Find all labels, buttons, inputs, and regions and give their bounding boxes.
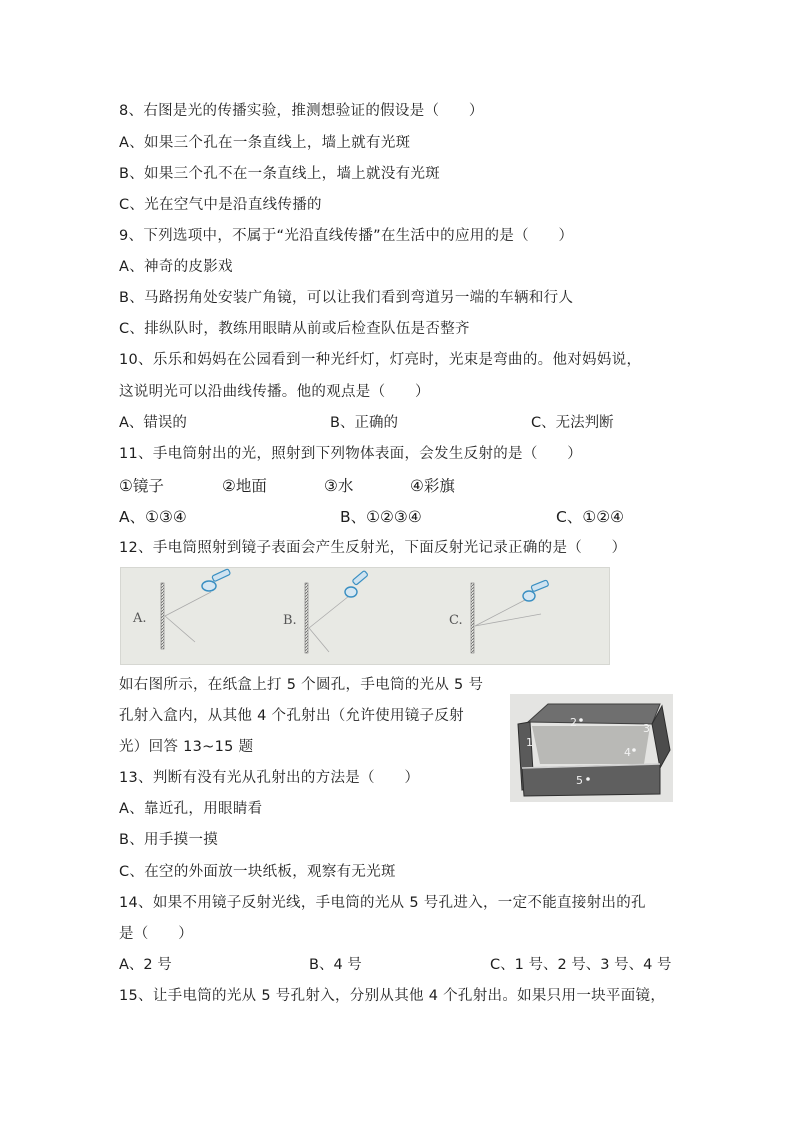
q9-option-a: A、神奇的皮影戏 bbox=[119, 259, 233, 275]
incident-ray-c bbox=[475, 600, 525, 626]
flashlight-a-icon bbox=[202, 569, 231, 591]
q11-option-a: A、①③④ bbox=[119, 508, 187, 526]
incident-ray-b bbox=[309, 596, 349, 628]
box-back-wall bbox=[528, 704, 660, 724]
q8-stem: 8、右图是光的传播实验，推测想验证的假设是（ ） bbox=[119, 103, 484, 119]
box-front-wall bbox=[522, 764, 660, 796]
incident-ray-a bbox=[165, 592, 211, 616]
paper-box-figure bbox=[510, 694, 673, 802]
q10-option-c: C、无法判断 bbox=[531, 415, 614, 431]
mirror-c bbox=[471, 583, 474, 653]
flashlight-c-icon bbox=[523, 580, 549, 601]
panel-b-label: B. bbox=[283, 613, 297, 628]
panel-c bbox=[449, 580, 549, 653]
box-floor bbox=[532, 726, 650, 764]
panel-c-label: C. bbox=[449, 613, 463, 628]
panel-b bbox=[283, 570, 368, 653]
reflected-ray-a bbox=[165, 616, 195, 642]
q14-option-c: C、1 号、2 号、3 号、4 号 bbox=[490, 957, 672, 973]
q13-stem: 13、判断有没有光从孔射出的方法是（ ） bbox=[119, 770, 420, 786]
q13-option-a: A、靠近孔，用眼睛看 bbox=[119, 801, 263, 817]
intro-line3: 光）回答 13~15 题 bbox=[119, 739, 254, 755]
q14-stem-line2: 是（ ） bbox=[119, 926, 193, 942]
intro-line1: 如右图所示，在纸盒上打 5 个圆孔，手电筒的光从 5 号 bbox=[119, 677, 484, 693]
hole-2 bbox=[579, 718, 583, 722]
q11-item-2: ②地面 bbox=[222, 477, 267, 495]
q14-option-b: B、4 号 bbox=[309, 957, 362, 973]
q11-item-1: ①镜子 bbox=[119, 477, 164, 495]
q15-stem: 15、让手电筒的光从 5 号孔射入，分别从其他 4 个孔射出。如果只用一块平面镜， bbox=[119, 988, 666, 1004]
reflected-ray-b bbox=[309, 628, 329, 652]
q8-option-b: B、如果三个孔不在一条直线上，墙上就没有光斑 bbox=[119, 166, 441, 182]
q10-option-b: B、正确的 bbox=[330, 415, 398, 431]
q12-figure bbox=[120, 567, 610, 665]
q10-stem-line2: 这说明光可以沿曲线传播。他的观点是（ ） bbox=[119, 384, 430, 400]
hole-label-2: 2 bbox=[570, 716, 577, 729]
q8-option-c: C、光在空气中是沿直线传播的 bbox=[119, 197, 322, 213]
hole-label-3: 3 bbox=[643, 722, 650, 735]
q14-stem-line1: 14、如果不用镜子反射光线，手电筒的光从 5 号孔进入，一定不能直接射出的孔 bbox=[119, 895, 646, 911]
panel-a bbox=[132, 569, 231, 649]
mirror-a bbox=[161, 583, 164, 649]
q14-option-a: A、2 号 bbox=[119, 957, 172, 973]
mirror-b bbox=[305, 583, 308, 653]
hole-5 bbox=[586, 777, 590, 781]
hole-4 bbox=[632, 748, 636, 752]
q12-stem: 12、手电筒照射到镜子表面会产生反射光，下面反射光记录正确的是（ ） bbox=[119, 540, 627, 556]
q11-item-3: ③水 bbox=[324, 477, 354, 495]
hole-label-4: 4 bbox=[624, 746, 631, 759]
reflected-ray-c bbox=[475, 614, 541, 626]
hole-label-5: 5 bbox=[576, 774, 583, 787]
q10-option-a: A、错误的 bbox=[119, 415, 187, 431]
flashlight-b-icon bbox=[345, 570, 368, 597]
q9-stem: 9、下列选项中，不属于“光沿直线传播”在生活中的应用的是（ ） bbox=[119, 228, 574, 244]
q11-option-c: C、①②④ bbox=[556, 508, 625, 526]
q8-option-a: A、如果三个孔在一条直线上，墙上就有光斑 bbox=[119, 135, 411, 151]
q11-item-4: ④彩旗 bbox=[410, 477, 455, 495]
intro-line2: 孔射入盒内，从其他 4 个孔射出（允许使用镜子反射 bbox=[119, 708, 464, 724]
q13-option-b: B、用手摸一摸 bbox=[119, 832, 219, 848]
q11-stem: 11、手电筒射出的光，照射到下列物体表面，会发生反射的是（ ） bbox=[119, 446, 583, 462]
q9-option-b: B、马路拐角处安装广角镜，可以让我们看到弯道另一端的车辆和行人 bbox=[119, 290, 574, 306]
q9-option-c: C、排纵队时，教练用眼睛从前或后检查队伍是否整齐 bbox=[119, 321, 470, 337]
q13-option-c: C、在空的外面放一块纸板，观察有无光斑 bbox=[119, 864, 396, 880]
panel-a-label: A. bbox=[133, 611, 147, 626]
q11-option-b: B、①②③④ bbox=[340, 508, 422, 526]
hole-label-1: 1 bbox=[526, 736, 533, 749]
q10-stem-line1: 10、乐乐和妈妈在公园看到一种光纤灯，灯亮时，光束是弯曲的。他对妈妈说， bbox=[119, 352, 642, 368]
